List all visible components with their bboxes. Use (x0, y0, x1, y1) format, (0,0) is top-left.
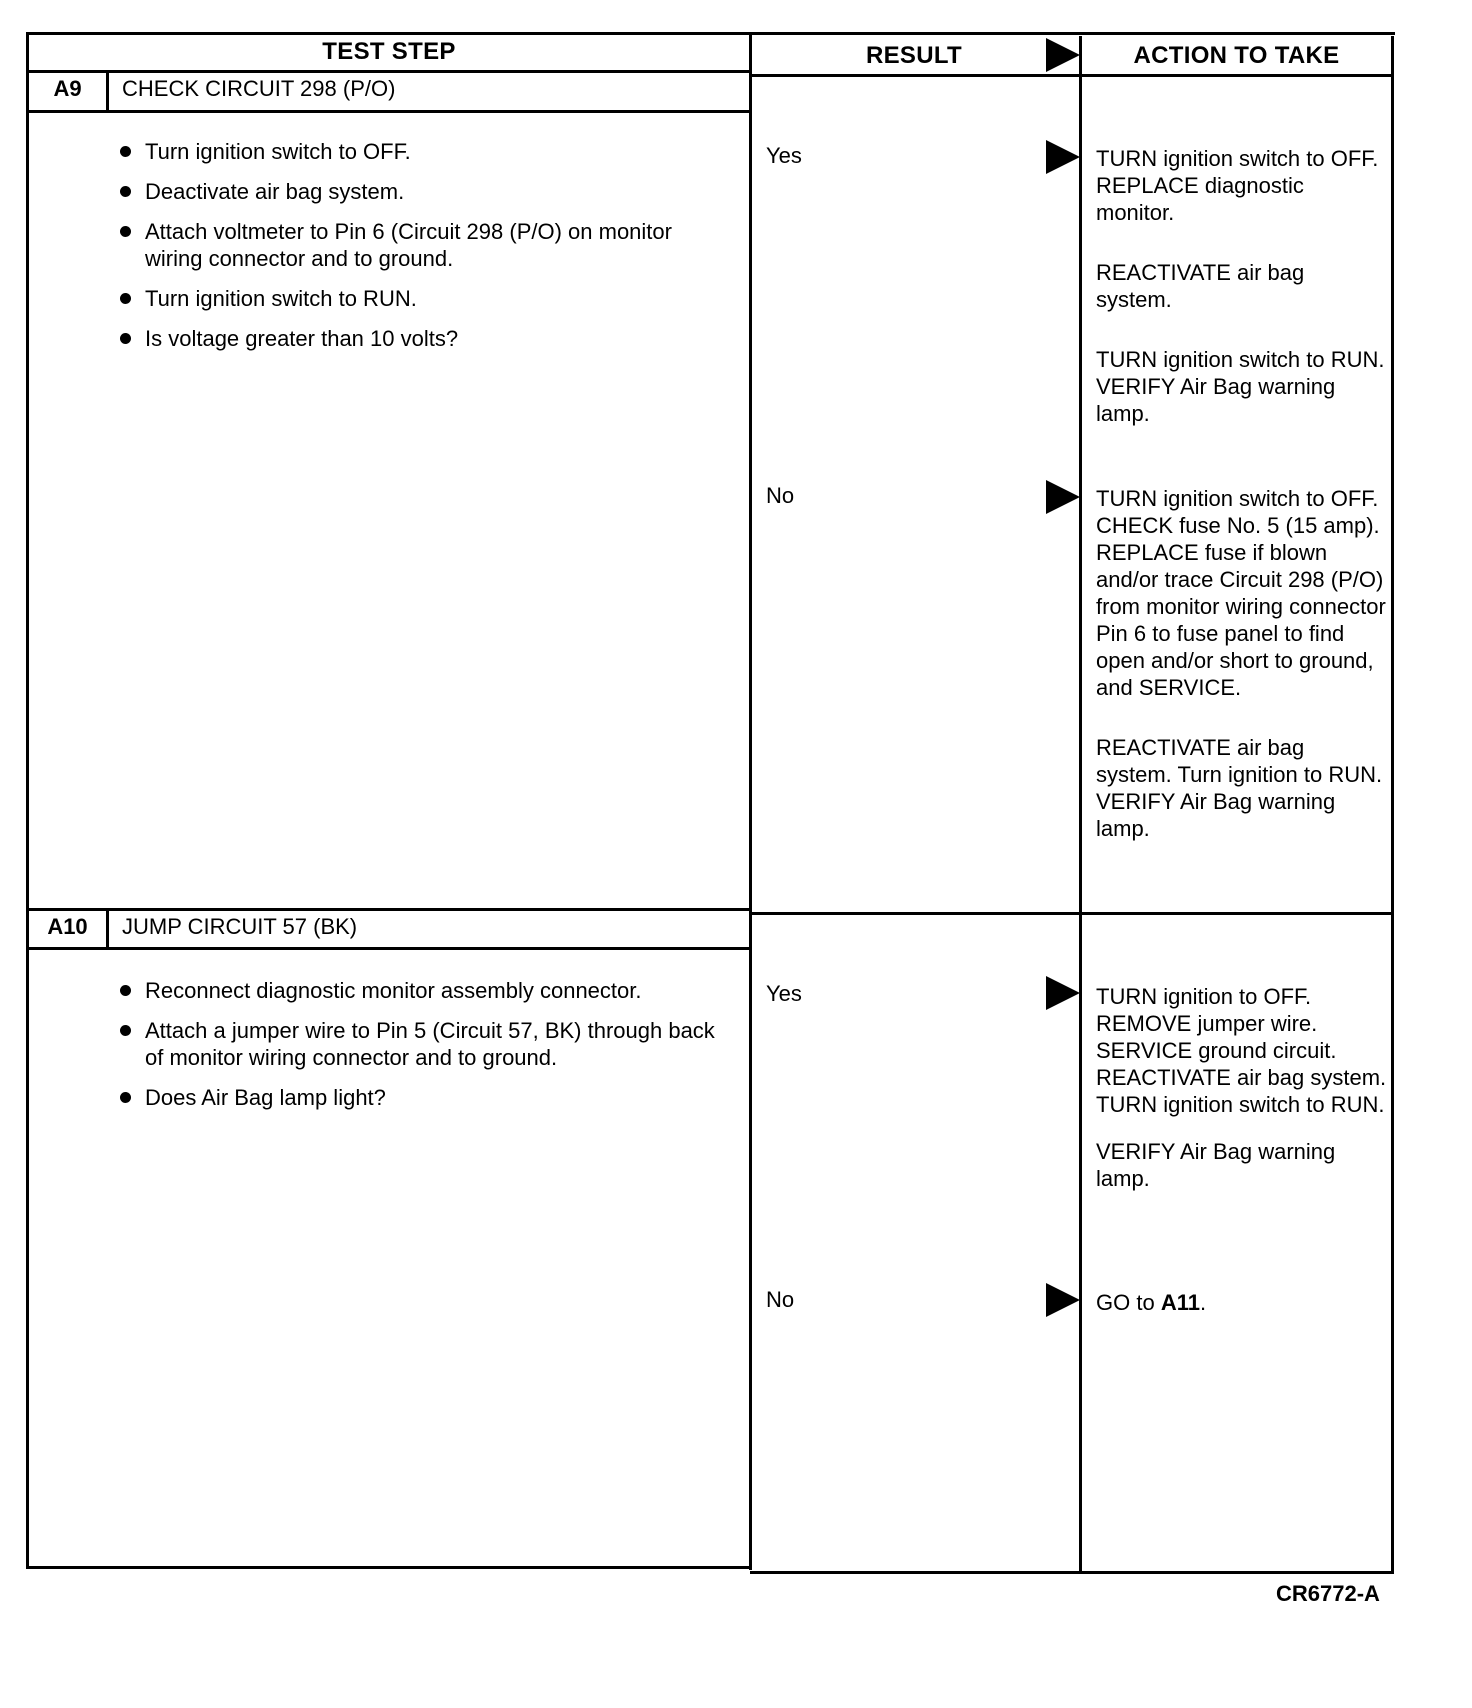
header-test-step: TEST STEP (322, 38, 456, 65)
figure-reference-code: CR6772-A (1276, 1581, 1380, 1606)
step-divider-left (27, 908, 751, 911)
header-result: RESULT (865, 42, 963, 69)
header-underline-right (750, 74, 1394, 77)
frame-right-line (1391, 36, 1394, 1573)
a10-result-no: No (766, 1287, 795, 1312)
a9-bullet: Is voltage greater than 10 volts? (118, 325, 718, 352)
a10-test-steps (118, 977, 728, 1124)
a9-bullet: Deactivate air bag system. (118, 178, 718, 205)
action-text: TURN ignition switch to OFF. REPLACE diagnostic monitor. (1096, 146, 1379, 225)
step-title-a9: CHECK CIRCUIT 298 (P/O) (122, 76, 396, 101)
a9-bullet: Turn ignition switch to OFF. (118, 138, 718, 165)
step-title-a10: JUMP CIRCUIT 57 (BK) (122, 914, 358, 939)
frame-bottom-line-left (26, 1566, 752, 1569)
a10-result-yes: Yes (766, 981, 802, 1006)
a9-result-no: No (766, 483, 795, 508)
a9-id-divider (106, 72, 109, 112)
step-id-a9: A9 (53, 76, 82, 101)
header-arrow-icon (1046, 38, 1080, 72)
frame-top-line (27, 32, 1395, 35)
a9-result-yes: Yes (766, 143, 802, 168)
go-to-period: . (1199, 1290, 1207, 1315)
a9-yes-arrow-icon (1046, 140, 1080, 174)
go-to-text: GO to (1096, 1290, 1155, 1315)
a9-no-actions (1096, 485, 1386, 842)
a10-bullet: Attach a jumper wire to Pin 5 (Circuit 57, BK) through back of monitor wiring connector and to ground. (118, 1017, 728, 1071)
frame-left-line (26, 32, 29, 1569)
a10-bullet: Reconnect diagnostic monitor assembly connector. (118, 977, 728, 1004)
a9-bullet: Attach voltmeter to Pin 6 (Circuit 298 (P/O) on monitor wiring connector and to ground. (118, 218, 718, 272)
action-text: TURN ignition switch to OFF. CHECK fuse No. 5 (15 amp). REPLACE fuse if blown and/or trace Circuit 298 (P/O) from monitor wiring connector Pin 6 to fuse panel to find open and/or short to ground, and SERVICE. (1096, 486, 1386, 700)
header-underline-left (27, 70, 751, 73)
action-text: TURN ignition switch to RUN. VERIFY Air Bag warning lamp. (1096, 347, 1385, 426)
a10-no-arrow-icon (1046, 1283, 1080, 1317)
action-text: REACTIVATE air bag system. (1096, 260, 1305, 312)
col-divider-result-action (1079, 36, 1082, 1573)
header-action-to-take: ACTION TO TAKE (1133, 42, 1340, 69)
a10-id-divider (106, 910, 109, 949)
a10-yes-arrow-icon (1046, 976, 1080, 1010)
a9-no-arrow-icon (1046, 480, 1080, 514)
frame-bottom-line-right (750, 1571, 1394, 1574)
step-id-a10: A10 (47, 914, 88, 939)
a10-yes-actions (1096, 983, 1388, 1192)
a9-yes-actions (1096, 145, 1386, 427)
col-divider-step-result (749, 34, 752, 1570)
a9-test-steps (118, 138, 718, 365)
a10-title-underline (27, 947, 751, 950)
a9-title-underline (27, 110, 751, 113)
step-divider-right (750, 912, 1394, 915)
action-text: TURN ignition to OFF. REMOVE jumper wire. SERVICE ground circuit. REACTIVATE air bag system. TURN ignition switch to RUN. (1096, 984, 1387, 1117)
action-text: REACTIVATE air bag system. Turn ignition to RUN. VERIFY Air Bag warning lamp. (1096, 735, 1383, 841)
action-text: VERIFY Air Bag warning lamp. (1096, 1139, 1336, 1191)
action-text (1096, 1289, 1386, 1316)
a10-bullet: Does Air Bag lamp light? (118, 1084, 728, 1111)
go-to-step-ref: A11 (1160, 1290, 1200, 1315)
a9-bullet: Turn ignition switch to RUN. (118, 285, 718, 312)
a10-no-actions (1096, 1289, 1386, 1316)
